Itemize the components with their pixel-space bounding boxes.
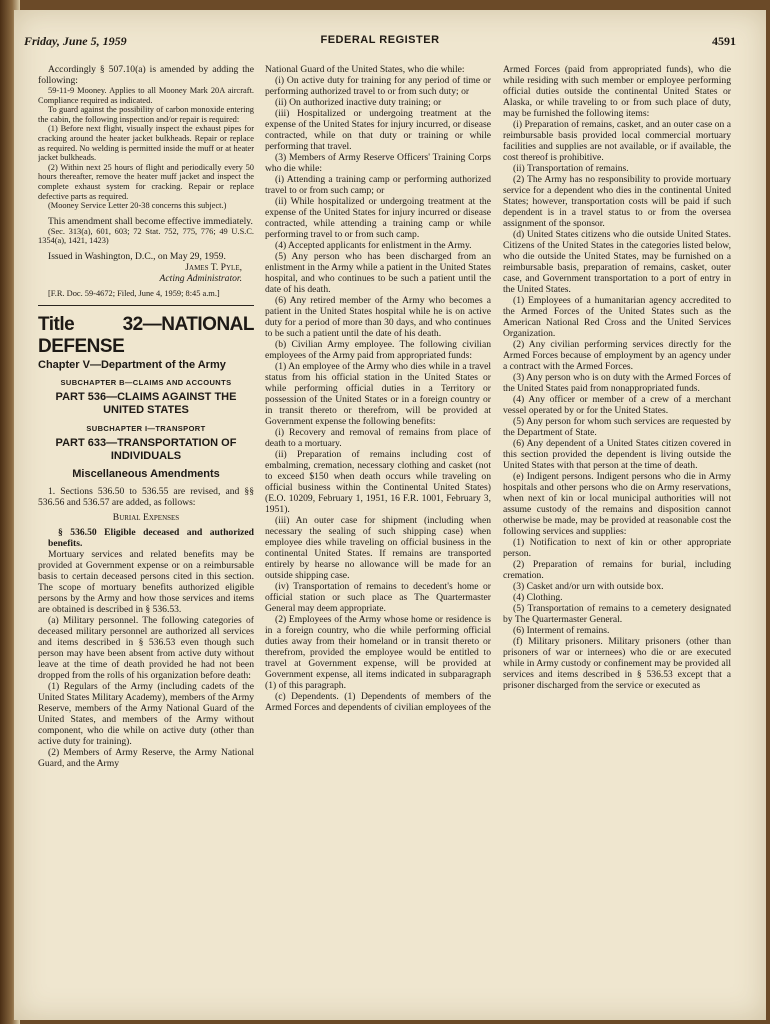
header-date: Friday, June 5, 1959: [24, 34, 127, 48]
paragraph: (e) Indigent persons. Indigent persons who die in Army hospitals and other persons who die on Army reservations, when next of kin or local municipal authorities will not assume custody of the remains and disposition cannot otherwise be made, may be provided at reasonable cost the following services and supplies:: [503, 471, 731, 537]
header-title: FEDERAL REGISTER: [320, 34, 440, 46]
effective-statement: This amendment shall become effective immediately.: [48, 215, 253, 227]
paragraph: (1) Notification to next of kin or other appropriate person.: [503, 537, 731, 559]
paragraph: (2) Any civilian performing services directly for the Armed Forces because of employment by an agency under a contract with the Armed Forces.: [503, 339, 731, 372]
issued-statement: Issued in Washington, D.C., on May 29, 1959.: [48, 250, 226, 262]
paragraph: (i) On active duty for training for any period of time or performing authorized travel to or from such duty; or: [265, 75, 491, 97]
signer-name: James T. Pyle,: [185, 261, 242, 273]
column-3: [503, 64, 731, 1009]
paragraph: (2) Members of Army Reserve, the Army National Guard, and the Army: [38, 746, 254, 769]
paragraph: (iii) Hospitalized or undergoing treatment at the expense of the United States for injury incurred, or disease contracted, while on that duty or training or while performing that travel.: [265, 108, 491, 152]
paragraph: (4) Accepted applicants for enlistment in the Army.: [275, 240, 472, 251]
paragraph: (6) Any dependent of a United States citizen covered in this section provided the dependent is living outside the United States with that person at the time of death.: [503, 438, 731, 471]
paragraph: (3) Any person who is on duty with the Armed Forces of the United States paid from nonappropriated funds.: [503, 372, 731, 394]
paragraph: (c) Dependents. (1) Dependents of members of the Armed Forces and dependents of civilian employees of the: [265, 691, 491, 713]
section-divider: [38, 305, 254, 306]
paragraph: (1) An employee of the Army who dies while in a travel status from his official station in the United States or while performing official duties in a Territory or possession of the United States or in a foreign country or in transit thereto or therefrom, will be provided at Government expense the following benefits:: [265, 361, 491, 427]
paragraph: (3) Members of Army Reserve Officers' Training Corps who die while:: [265, 152, 491, 174]
directive-step-1: (1) Before next flight, visually inspect the exhaust pipes for cracking around the heater jacket bulkheads. Repair or replace as required. No welding is permitted inside the muff or at heater jacket bulkheads.: [38, 124, 254, 163]
paragraph: (6) Any retired member of the Army who becomes a patient in the United States hospital while he is on active duty for a period of more than 30 days, and who continues to be such a patient until the date of his death.: [265, 295, 491, 339]
directive-step-2: (2) Within next 25 hours of flight and periodically every 50 hours thereafter, remove the heater muff jacket and inspect the complete exhaust system for cracking. Repair or replace defective parts as required.: [38, 162, 254, 201]
paragraph: (6) Interment of remains.: [513, 625, 610, 636]
burial-expenses-heading: Burial Expenses: [112, 511, 180, 523]
column-2: [265, 64, 491, 1009]
paragraph: National Guard of the United States, who die while:: [265, 64, 465, 75]
paragraph: (ii) Preparation of remains including cost of embalming, cremation, necessary clothing and casket (not to exceed $150 when death occurs while traveling on official business within the Continental United States) (E.O. 10209, February 1, 1951, 16 F.R. 1001, February 3, 1951).: [265, 449, 491, 515]
subchapter-i-heading: SUBCHAPTER I—TRANSPORT: [86, 423, 206, 433]
paragraph: (a) Military personnel. The following categories of deceased military personnel are authorized all services and items described in § 536.53 even though such person may have been absent from active duty without leave at the time of death provided he had not been dropped from the rolls of his organization before death:: [38, 614, 254, 681]
service-letter-note: (Mooney Service Letter 20-38 concerns this subject.): [48, 201, 227, 211]
title-heading: Title 32—NATIONAL DEFENSE: [38, 313, 254, 357]
paragraph: (4) Any officer or member of a crew of a merchant vessel operated by or for the United States.: [503, 394, 731, 416]
paragraph: (3) Casket and/or urn with outside box.: [513, 581, 664, 592]
paragraph: (2) The Army has no responsibility to provide mortuary service for a dependent who dies in the continental United States; however, transportation costs will be paid if such dependent is in a travel status to or from the oversea assignment of the sponsor.: [503, 174, 731, 229]
paragraph: (1) Employees of a humanitarian agency accredited to the Armed Forces of the United States such as the American National Red Cross and the United Services Organization.: [503, 295, 731, 339]
paragraph: (4) Clothing.: [513, 592, 563, 603]
paragraph: (f) Military prisoners. Military prisoners (other than prisoners of war or internees) who die or are executed while in Army custody or confinement may be provided all services and items described in § 536.53 except that a prisoner discharged from the service or executed as: [503, 636, 731, 691]
paragraph: (1) Regulars of the Army (including cadets of the United States Military Academy), members of the Army Reserve, members of the Army National Guard of the United States, and members of the Army without component, who die while on active duty (other than active duty for training).: [38, 680, 254, 747]
page-header: [24, 34, 736, 52]
part-536-heading: PART 536—CLAIMS AGAINST THE UNITED STATES: [55, 390, 237, 416]
paragraph: (i) Recovery and removal of remains from place of death to a mortuary.: [265, 427, 491, 449]
paragraph: (5) Transportation of remains to a cemetery designated by The Quartermaster General.: [503, 603, 731, 625]
revision-statement: 1. Sections 536.50 to 536.55 are revised, and §§ 536.56 and 536.57 are added, as follows:: [38, 485, 254, 508]
directive-item: 59-11-9 Mooney. Applies to all Mooney Mark 20A aircraft. Compliance required as indicated.: [38, 86, 254, 105]
paragraph: (ii) While hospitalized or undergoing treatment at the expense of the United States for injury incurred or disease contracted, while attending a training camp or while performing travel to or from such camp.: [265, 196, 491, 240]
filing-notice: [F.R. Doc. 59-4672; Filed, June 4, 1959; 8:45 a.m.]: [48, 288, 220, 298]
directive-purpose: To guard against the possibility of carbon monoxide entering the cabin, the following inspection and/or repair is required:: [38, 105, 254, 124]
chapter-heading: Chapter V—Department of the Army: [38, 358, 226, 371]
part-633-heading: PART 633—TRANSPORTATION OF INDIVIDUALS: [55, 436, 237, 462]
paragraph: (d) United States citizens who die outside United States. Citizens of the United States in the categories listed below, who die outside the United States, may be furnished on a reimbursable basis, preparation of remains, casket, outer case, and Government transportation to a port of entry in the United States.: [503, 229, 731, 295]
paragraph: (5) Any person who has been discharged from an enlistment in the Army while a patient in the United States hospital, and who continues to be such a patient until the date of his death.: [265, 251, 491, 295]
paragraph: (i) Preparation of remains, casket, and an outer case on a reimbursable basis provided local commercial mortuary facilities and supplies are not available, or if available, the cost thereof is prohibitive.: [503, 119, 731, 163]
paragraph: (b) Civilian Army employee. The following civilian employees of the Army paid from appropriated funds:: [265, 339, 491, 361]
paragraph: Armed Forces (paid from appropriated funds), who die while residing with such member or employee performing official duties outside the continental United States or Alaska, or while traveling to or from such place of duty, may be furnished the following items:: [503, 64, 731, 119]
paragraph: (ii) Transportation of remains.: [513, 163, 629, 174]
amendment-intro: Accordingly § 507.10(a) is amended by adding the following:: [38, 64, 254, 86]
header-page-number: 4591: [712, 34, 736, 48]
paragraph: (iv) Transportation of remains to decedent's home or official station or such place as The Quartermaster General may deem appropriate.: [265, 581, 491, 614]
paragraph: (2) Preparation of remains for burial, including cremation.: [503, 559, 731, 581]
paragraph: (2) Employees of the Army whose home or residence is in a foreign country, who die while performing official duties away from their homeland or in transit thereto or therefrom, provided the employee would be entitled to travel at Government expense, will be provided at Government expense, all items indicated in subparagraph (1) of this paragraph.: [265, 614, 491, 691]
statutory-citation: (Sec. 313(a), 601, 603; 72 Stat. 752, 775, 776; 49 U.S.C. 1354(a), 1421, 1423): [38, 226, 254, 246]
paragraph: (iii) An outer case for shipment (including when necessary the sealing of such shipping case) when employee dies while traveling on official business in the continental United States. If remains are transported entirely by hearse no allowance will be made for an outside shipping case.: [265, 515, 491, 581]
column-1: [38, 64, 254, 1009]
paragraph: Mortuary services and related benefits may be provided at Government expense or on a reimbursable basis to certain deceased persons cited in this section. The scope of mortuary benefits authorized eligible persons by the Army and how those services and items are obtained is described in § 536.53.: [38, 548, 254, 615]
signer-title: Acting Administrator.: [159, 272, 242, 284]
paragraph: (i) Attending a training camp or performing authorized travel to or from such camp; or: [265, 174, 491, 196]
paragraph: (5) Any person for whom such services are requested by the Department of State.: [503, 416, 731, 438]
miscellaneous-heading: Miscellaneous Amendments: [72, 467, 220, 480]
subchapter-b-heading: SUBCHAPTER B—CLAIMS AND ACCOUNTS: [60, 377, 232, 387]
section-536-50-heading: § 536.50 Eligible deceased and authorized benefits.: [48, 526, 254, 549]
paragraph: (ii) On authorized inactive duty training; or: [275, 97, 442, 108]
